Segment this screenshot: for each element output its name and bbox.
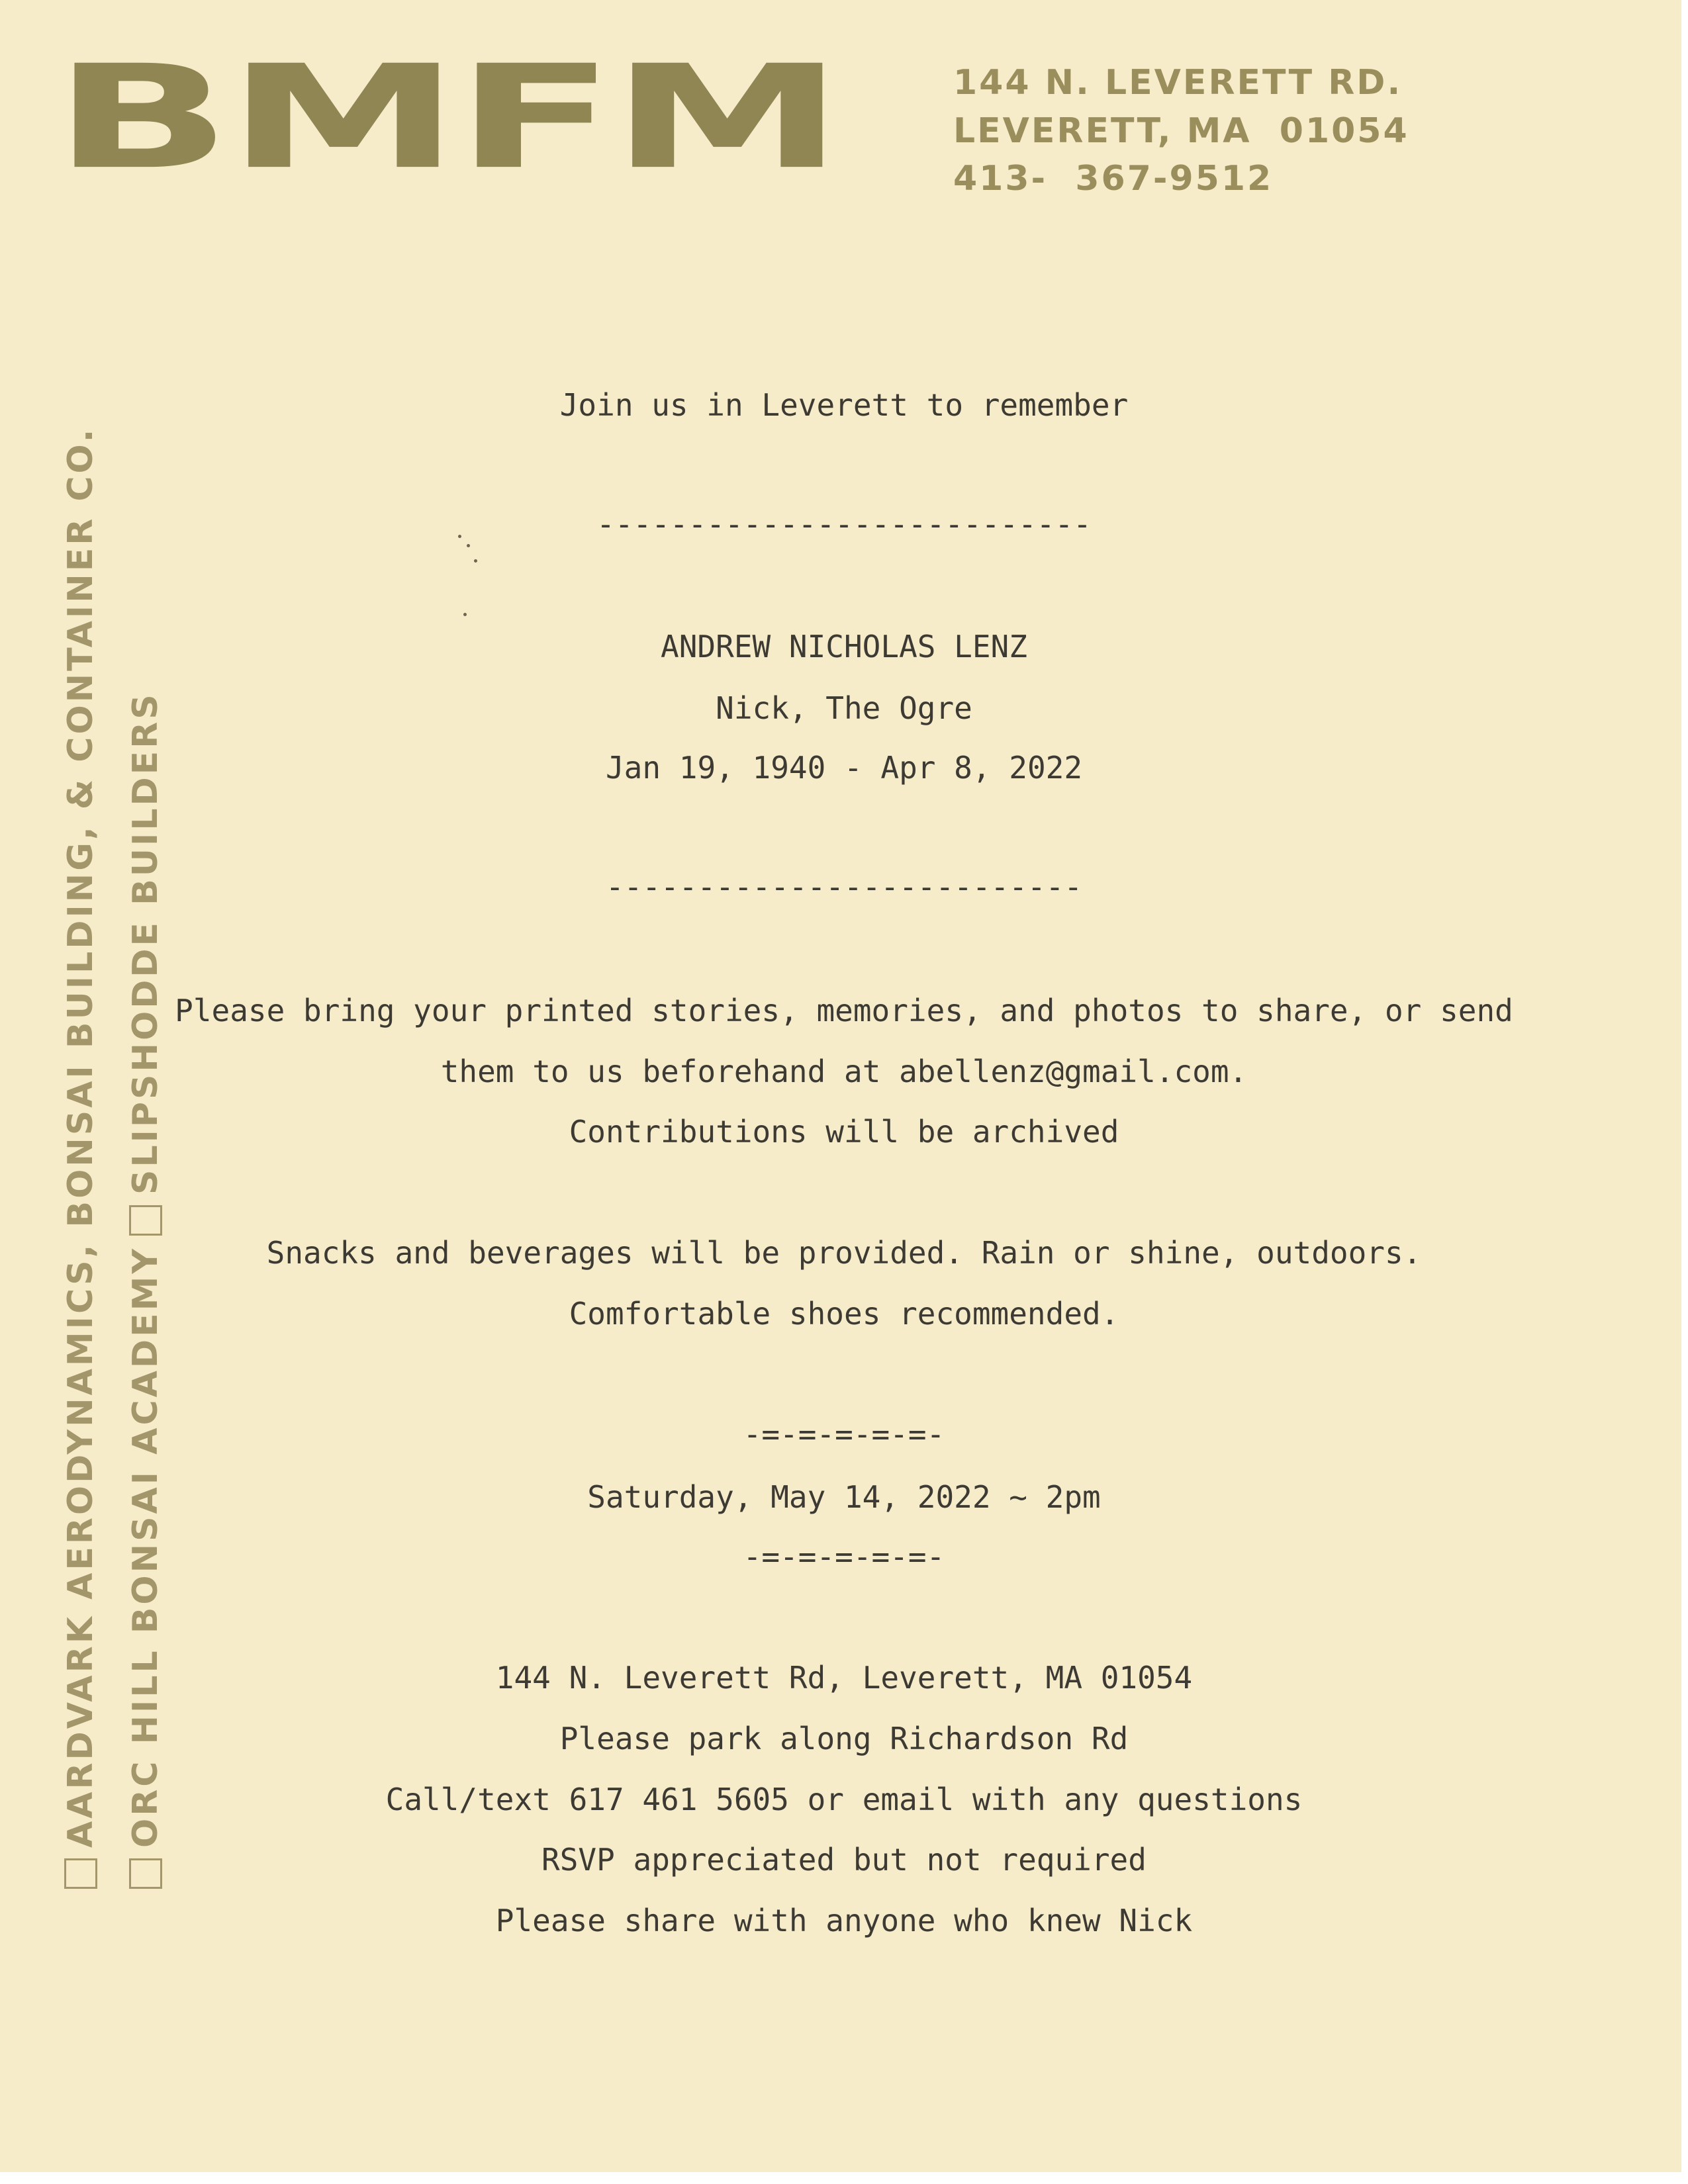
letterhead-address-line1: 144 N. LEVERETT RD. xyxy=(953,63,1403,103)
divider-4: -=-=-=-=-=- xyxy=(743,1539,945,1574)
letterhead-address-line2: LEVERETT, MA 01054 xyxy=(953,111,1409,151)
nickname: Nick, The Ogre xyxy=(716,690,972,726)
intro-line: Join us in Leverett to remember xyxy=(559,387,1129,423)
life-dates: Jan 19, 1940 - Apr 8, 2022 xyxy=(605,750,1083,786)
checkbox-slipshodde xyxy=(129,1205,162,1236)
bring-line-3: Contributions will be archived xyxy=(569,1114,1119,1150)
contact-line: Call/text 617 461 5605 or email with any questions xyxy=(385,1782,1303,1817)
share-line: Please share with anyone who knew Nick xyxy=(495,1903,1193,1938)
bring-line-2: them to us beforehand at abellenz@gmail.com. xyxy=(440,1054,1248,1089)
divider-1: --------------------------- xyxy=(596,506,1092,542)
event-address: 144 N. Leverett Rd, Leverett, MA 01054 xyxy=(495,1660,1193,1696)
sidebar-line2b-text: SLIPSHODDE BUILDERS xyxy=(126,692,165,1195)
letterhead-phone: 413- 367-9512 xyxy=(953,159,1274,199)
event-datetime: Saturday, May 14, 2022 ~ 2pm xyxy=(587,1479,1101,1515)
snacks-line-2: Comfortable shoes recommended. xyxy=(569,1296,1119,1332)
sidebar-line2a-text: ORC HILL BONSAI ACADEMY xyxy=(126,1246,165,1848)
deceased-name: ANDREW NICHOLAS LENZ xyxy=(661,629,1027,664)
snacks-line-1: Snacks and beverages will be provided. Rain or shine, outdoors. xyxy=(266,1235,1422,1271)
divider-2: -------------------------- xyxy=(605,869,1083,905)
rsvp-line: RSVP appreciated but not required xyxy=(541,1842,1147,1878)
scan-edge-right xyxy=(1681,0,1688,2184)
sidebar-line1-text: AARDVARK AERODYNAMICS, BONSAI BUILDING, & CONTAINER CO. xyxy=(61,426,101,1848)
bmfm-logo: BMFM xyxy=(53,34,839,201)
scan-edge-bottom xyxy=(0,2172,1688,2184)
parking-note: Please park along Richardson Rd xyxy=(559,1721,1129,1756)
bring-line-1: Please bring your printed stories, memories, and photos to share, or send xyxy=(175,993,1513,1028)
divider-3: -=-=-=-=-=- xyxy=(743,1416,945,1452)
